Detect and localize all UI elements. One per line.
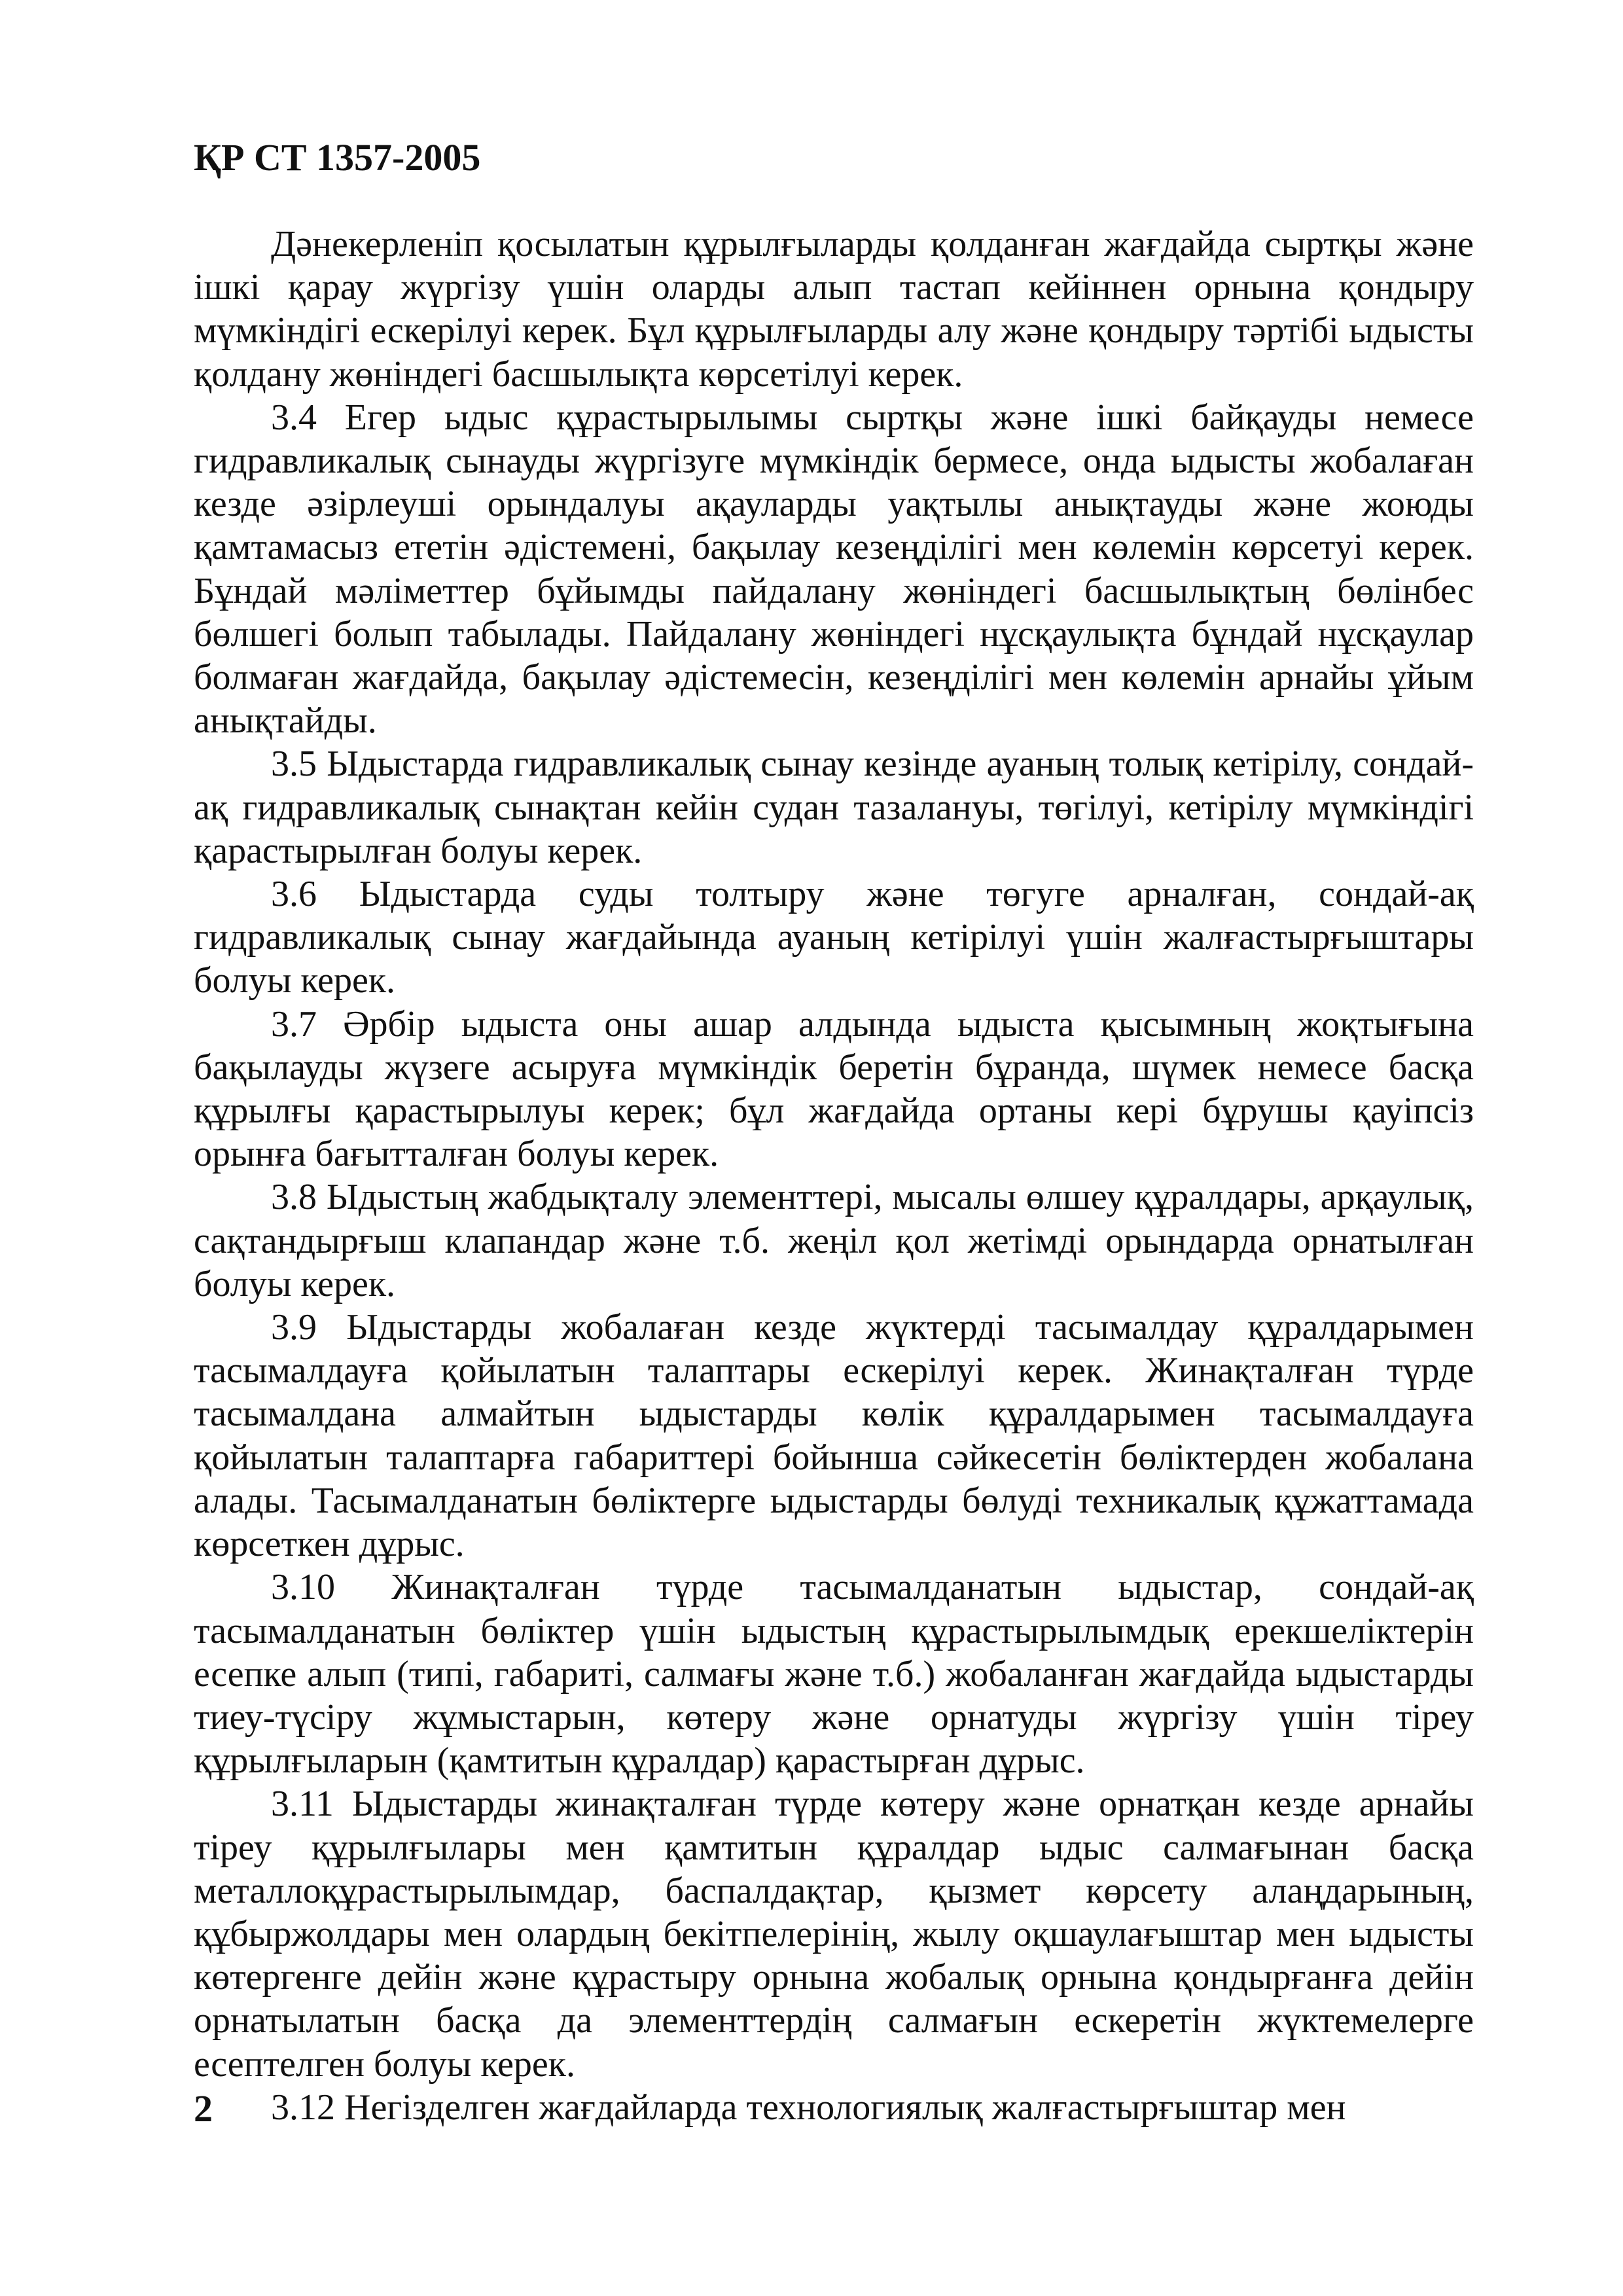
paragraph-3-8: 3.8 Ыдыстың жабдықталу элементтері, мысалы өлшеу құралдары, арқаулық, сақтандырғыш клапандар және т.б. жеңіл қол жетімді орындарда орнатылған болуы керек. (194, 1177, 1474, 1304)
paragraph-intro: Дәнекерленіп қосылатын құрылғыларды қолданған жағдайда сыртқы және ішкі қарау жүргізу үшін оларды алып тастап кейіннен орнына қондыру мүмкіндігі ескерілуі керек. Бұл құрылғыларды алу және қондыру тәртібі ыдысты қолдану жөніндегі басшылықта көрсетілуі керек. (194, 224, 1474, 395)
paragraph-3-9: 3.9 Ыдыстарды жобалаған кезде жүктерді тасымалдау құралдарымен тасымалдауға қойылатын талаптары ескерілуі керек. Жинақталған түрде тасымалдана алмайтын ыдыстарды көлік құралдарымен тасымалдауға қойылатын талаптарға габариттері бойынша сәйкесетін бөліктерден жобалана алады. Тасымалданатын бөліктерге ыдыстарды бөлуді техникалық құжаттамада көрсеткен дұрыс. (194, 1307, 1474, 1565)
paragraph-3-12: 3.12 Негізделген жағдайларда технологиялық жалғастырғыштар мен (271, 2087, 1346, 2128)
paragraph-3-5: 3.5 Ыдыстарда гидравликалық сынау кезінде ауаның толық кетірілу, сондай-ақ гидравликалық сынақтан кейін судан тазалануы, төгілуі, кетірілу мүмкіндігі қарастырылған болуы керек. (194, 744, 1474, 871)
standard-code-header: ҚР СТ 1357-2005 (194, 136, 481, 179)
document-body (194, 223, 1474, 2129)
paragraph-3-11: 3.11 Ыдыстарды жинақталған түрде көтеру және орнатқан кезде арнайы тіреу құрылғылары мен қамтитын құралдар ыдыс салмағынан басқа металлоқұрастырылымдар, баспалдақтар, қызмет көрсету алаңдарының, құбыржолдары мен олардың бекітпелерінің, жылу оқшаулағыштар мен ыдысты көтергенге дейін және құрастыру орнына жобалық орнына қондырғанға дейін орнатылатын басқа да элементтердің салмағын ескеретін жүктемелерге есептелген болуы керек. (194, 1784, 1474, 2085)
page-number: 2 (194, 2087, 213, 2130)
paragraph-3-4: 3.4 Егер ыдыс құрастырылымы сыртқы және ішкі байқауды немесе гидравликалық сынауды жүргізуге мүмкіндік бермесе, онда ыдысты жобалаған кезде әзірлеуші орындалуы ақауларды уақтылы анықтауды және жоюды қамтамасыз ететін әдістемені, бақылау кезеңділігі мен көлемін көрсетуі керек. Бұндай мәліметтер бұйымды пайдалану жөніндегі басшылықтың бөлінбес бөлшегі болып табылады. Пайдалану жөніндегі нұсқаулықта бұндай нұсқаулар болмаған жағдайда, бақылау әдістемесін, кезеңділігі мен көлемін арнайы ұйым анықтайды. (194, 397, 1474, 742)
paragraph-3-10: 3.10 Жинақталған түрде тасымалданатын ыдыстар, сондай-ақ тасымалданатын бөліктер үшін ыдыстың құрастырылымдық ерекшеліктерін есепке алып (типі, габариті, салмағы және т.б.) жобаланған жағдайда ыдыстарды тиеу-түсіру жұмыстарын, көтеру және орнатуды жүргізу үшін тіреу құрылғыларын (қамтитын құралдар) қарастырған дұрыс. (194, 1567, 1474, 1782)
paragraph-3-6: 3.6 Ыдыстарда суды толтыру және төгуге арналған, сондай-ақ гидравликалық сынау жағдайында ауаның кетірілуі үшін жалғастырғыштары болуы керек. (194, 874, 1474, 1001)
paragraph-3-7: 3.7 Әрбір ыдыста оны ашар алдында ыдыста қысымның жоқтығына бақылауды жүзеге асыруға мүмкіндік беретін бұранда, шүмек немесе басқа құрылғы қарастырылуы керек; бұл жағдайда ортаны кері бұрушы қауіпсіз орынға бағытталған болуы керек. (194, 1003, 1474, 1175)
